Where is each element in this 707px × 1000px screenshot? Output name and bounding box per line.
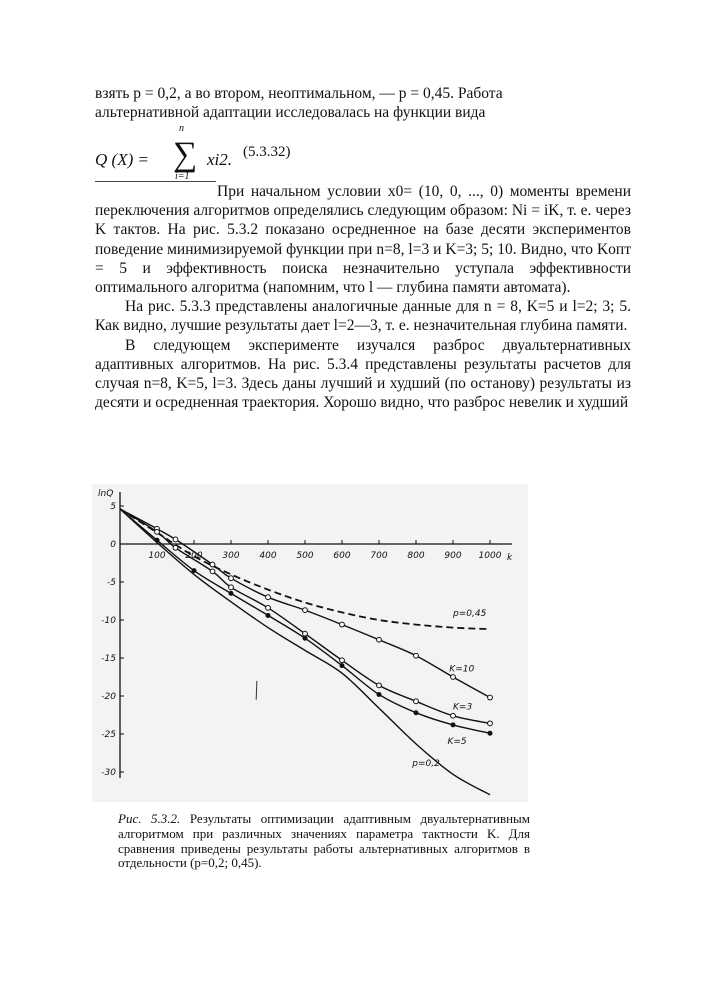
- y-tick-label: -30: [101, 768, 116, 778]
- curve-label-k10: K=10: [449, 664, 475, 675]
- series-point-2: [266, 605, 271, 610]
- series-point-1: [266, 595, 271, 600]
- curve-label-p02: p=0,2: [412, 758, 440, 769]
- series-point-2: [229, 585, 234, 590]
- figure-caption-label: Рис. 5.3.2.: [118, 811, 181, 826]
- formula-sum-symbol: ∑: [173, 136, 198, 173]
- series-point-1: [451, 675, 456, 680]
- series-point-3: [488, 731, 492, 735]
- paragraph-intro-line1: взять p = 0,2, а во втором, неоптимальном, — p = 0,45. Работа: [95, 85, 503, 102]
- x-tick-label: 100: [148, 551, 166, 561]
- series-point-2: [377, 683, 382, 688]
- series-point-1: [229, 576, 234, 581]
- series-point-1: [488, 695, 493, 700]
- x-tick-label: 300: [222, 551, 240, 561]
- x-tick-label: 900: [444, 551, 462, 561]
- x-tick-label: 500: [296, 551, 314, 561]
- line-chart: [92, 484, 528, 802]
- curve-label-k3: K=3: [453, 702, 473, 713]
- y-axis-label: lnQ: [98, 489, 114, 499]
- x-tick-label: 200: [185, 551, 203, 561]
- curve-label-p045: p=0,45: [453, 609, 487, 620]
- series-point-3: [229, 591, 233, 595]
- series-point-2: [303, 631, 308, 636]
- figure-caption-text: Результаты оптимизации адаптивным двуальтернативным алгоритмом при различных значениях параметра тактности K. Для сравнения приведены результаты работы альтернативных алгоритмов в отдельности (p=0,2; 0,45).: [118, 811, 530, 871]
- paragraph-intro: [95, 84, 631, 122]
- formula-body: xi2.: [207, 150, 233, 169]
- y-tick-label: 5: [110, 502, 116, 512]
- series-point-3: [303, 636, 307, 640]
- series-point-1: [173, 537, 178, 542]
- series-point-2: [155, 529, 160, 534]
- series-point-3: [377, 692, 381, 696]
- figure-caption: [118, 812, 530, 871]
- series-point-1: [210, 562, 215, 567]
- series-point-2: [488, 721, 493, 726]
- series-point-2: [173, 545, 178, 550]
- formula-sum-upper: n: [179, 123, 184, 134]
- series-point-1: [414, 653, 419, 658]
- formula-5-3-32: [95, 123, 395, 182]
- x-tick-label: 600: [333, 551, 351, 561]
- series-point-3: [414, 711, 418, 715]
- paragraph-body: [95, 182, 631, 412]
- series-point-1: [303, 608, 308, 613]
- figure-5-3-2: [92, 484, 528, 802]
- formula-lhs: Q (X) =: [95, 150, 149, 169]
- series-point-3: [451, 723, 455, 727]
- series-point-1: [377, 637, 382, 642]
- y-tick-label: 0: [110, 540, 116, 550]
- x-tick-label: 1000: [478, 551, 502, 561]
- paragraph-next-experiment: В следующем эксперименте изучался разброс двуальтернативных адаптивных алгоритмов. На рис. 5.3.4 представлены результаты расчетов для случая n=8, K=5, l=3. Здесь даны лучший и худший (по останову) результаты из десяти и осредненная траектория. Хорошо видно, что разброс невелик и худший: [95, 336, 631, 412]
- series-point-2: [414, 699, 419, 704]
- y-tick-label: -25: [101, 730, 116, 740]
- paragraph-initial-condition: При начальном условии x0= (10, 0, ..., 0) моменты времени переключения алгоритмов определялись следующим образом: Ni = iK, т. е. через K тактов. На рис. 5.3.2 показано осредненное на базе десяти экспериментов поведение минимизируемой функции при n=8, l=3 и K=3; 5; 10. Видно, что Kопт = 5 и эффективность поиска незначительно уступала эффективности оптимального алгоритма (напомним, что l — глубина памяти автомата).: [95, 183, 631, 297]
- formula-number: (5.3.32): [243, 144, 291, 160]
- series-point-2: [210, 569, 215, 574]
- x-axis-label: k: [507, 553, 513, 563]
- series-point-3: [340, 664, 344, 668]
- series-point-3: [266, 613, 270, 617]
- y-tick-label: -10: [101, 616, 116, 626]
- series-point-2: [451, 713, 456, 718]
- stray-mark: [256, 681, 257, 700]
- paragraph-intro-line2: альтернативной адаптации исследовалась на функции вида: [95, 104, 486, 122]
- formula-sum-lower: i=1: [175, 171, 190, 182]
- curve-label-k5: K=5: [447, 736, 467, 747]
- series-point-3: [192, 569, 196, 573]
- x-tick-label: 800: [407, 551, 425, 561]
- series-point-2: [340, 658, 345, 663]
- y-tick-label: -20: [101, 692, 116, 702]
- series-point-1: [340, 622, 345, 627]
- paragraph-fig-5-3-3: На рис. 5.3.3 представлены аналогичные данные для n = 8, K=5 и l=2; 3; 5. Как видно, лучшие результаты дает l=2—3, т. е. незначительная глубина памяти.: [95, 298, 631, 335]
- x-tick-label: 400: [259, 551, 277, 561]
- y-tick-label: -5: [107, 578, 116, 588]
- y-tick-label: -15: [101, 654, 116, 664]
- x-tick-label: 700: [370, 551, 388, 561]
